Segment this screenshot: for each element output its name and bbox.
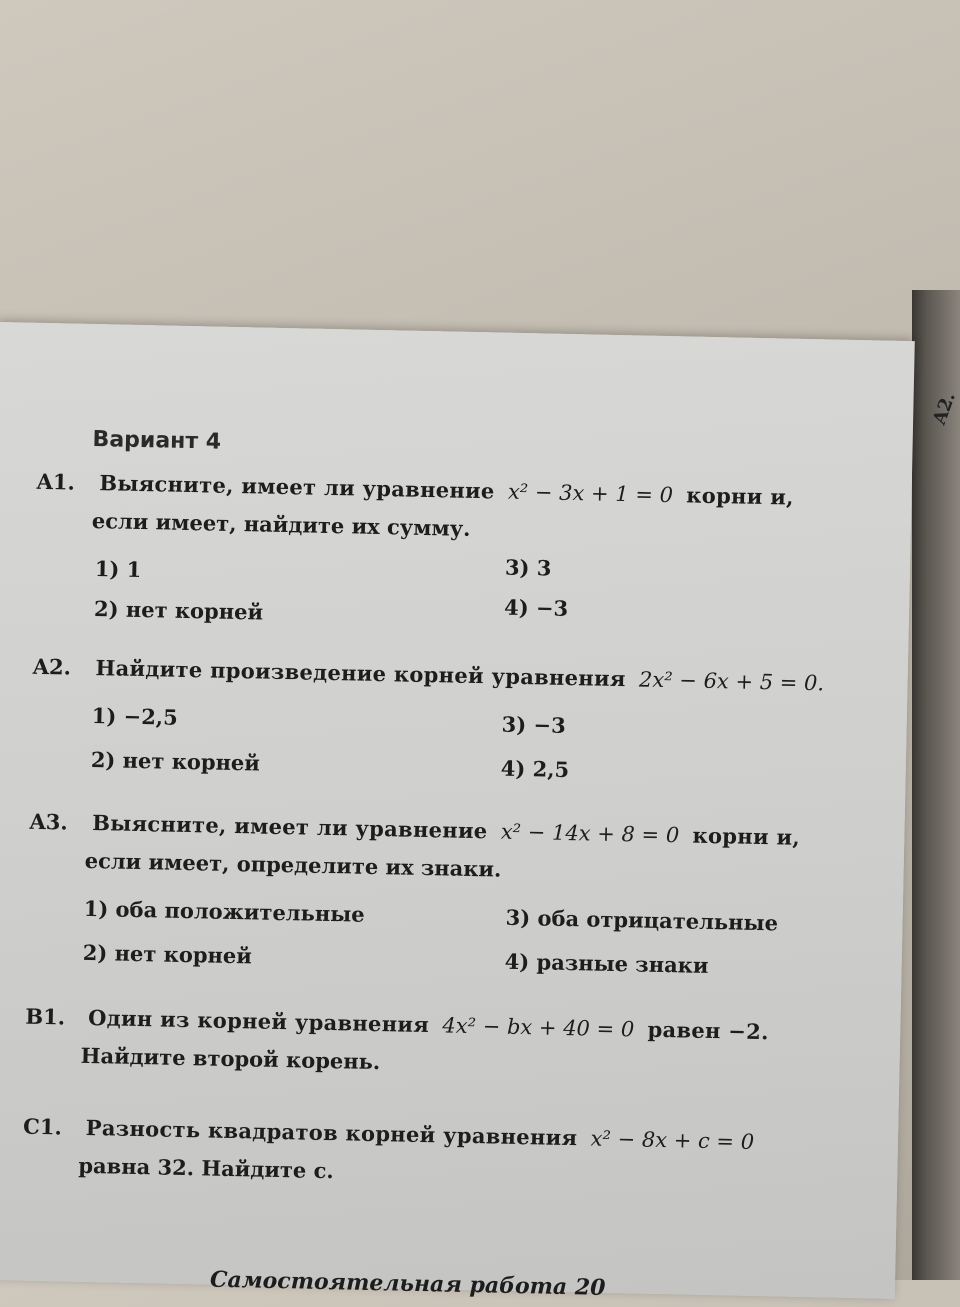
task-line2: Найдите второй корень.: [80, 1042, 381, 1075]
option-1: 1) оба положительные: [83, 895, 365, 927]
option-3: 3) 3: [504, 554, 552, 581]
option-3: 3) −3: [501, 711, 567, 738]
option-1: 1) −2,5: [91, 703, 179, 730]
task-b1: [24, 998, 769, 1090]
task-number: C1.: [22, 1113, 63, 1140]
edge-label: A2.: [928, 389, 960, 428]
equation: x² − 8x + c = 0: [590, 1126, 755, 1154]
options: [26, 885, 798, 991]
page-content: [0, 322, 915, 1299]
task-c1: [22, 1108, 755, 1199]
task-tail: корни и,: [692, 822, 801, 850]
equation: x² − 14x + 8 = 0: [500, 819, 680, 848]
task-a1: [33, 463, 794, 651]
option-2: 2) нет корней: [90, 747, 261, 776]
option-4: 4) разные знаки: [504, 948, 709, 978]
task-number: A2.: [32, 653, 72, 680]
option-2: 2) нет корней: [82, 939, 253, 969]
task-text: Выясните, имеет ли уравнение: [91, 810, 488, 844]
equation: x² − 3x + 1 = 0: [507, 479, 674, 508]
task-text: Найдите произведение корней уравнения: [95, 655, 626, 692]
page: [0, 322, 915, 1299]
task-number: A1.: [36, 468, 76, 495]
equation: 2x² − 6x + 5 = 0.: [638, 667, 825, 696]
task-text: Выясните, имеет ли уравнение: [99, 470, 495, 504]
task-number: B1.: [25, 1003, 66, 1030]
option-2: 2) нет корней: [93, 596, 264, 625]
variant-heading: Вариант 4: [92, 426, 222, 455]
option-3: 3) оба отрицательные: [505, 904, 779, 936]
option-1: 1) 1: [94, 556, 142, 583]
task-line2: равна 32. Найдите c.: [78, 1152, 334, 1184]
options: [33, 545, 792, 651]
task-a2: [30, 648, 824, 799]
option-4: 4) 2,5: [500, 755, 570, 783]
task-line2: если имеет, определите их знаки.: [84, 847, 502, 882]
task-text: Один из корней уравнения: [87, 1005, 430, 1038]
task-text: Разность квадратов корней уравнения: [85, 1114, 578, 1151]
options: [30, 692, 823, 799]
footer-title: Самостоятельная работа 20: [209, 1266, 606, 1301]
task-line2: если имеет, найдите их сумму.: [91, 507, 471, 541]
task-a3: [26, 803, 800, 991]
option-4: 4) −3: [503, 594, 569, 621]
task-number: A3.: [29, 808, 69, 835]
equation: 4x² − bx + 40 = 0: [442, 1013, 635, 1042]
task-tail: корни и,: [686, 482, 794, 510]
book-edge: [912, 290, 960, 1280]
task-tail: равен −2.: [647, 1016, 770, 1045]
